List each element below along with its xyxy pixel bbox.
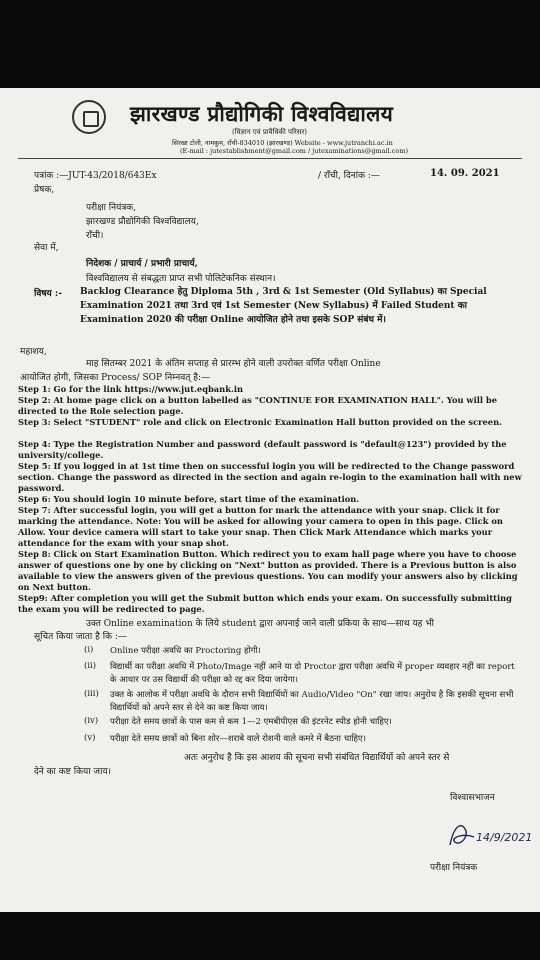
subject-line: Backlog Clearance हेतु Diploma 5th , 3rd & 1st Semester (Old Syllabus) का Special bbox=[80, 287, 487, 297]
salutation: महाशय, bbox=[20, 347, 47, 357]
point-number: (iii) bbox=[84, 689, 99, 699]
reference-number: पत्रांक :—JUT-43/2018/643Ex bbox=[34, 171, 157, 181]
recipient-line: निदेशक / प्राचार्य / प्रभारी प्राचार्य, bbox=[86, 259, 198, 269]
notice-line: सूचित किया जाता है कि :— bbox=[34, 632, 127, 642]
step-3: Step 3: Select "STUDENT" role and click on Electronic Examination Hall button provided on the screen. bbox=[18, 417, 502, 427]
svg-text:14/9/2021: 14/9/2021 bbox=[476, 831, 533, 844]
notice-line: उक्त Online examination के लिये student द्वारा अपनाई जाने वाली प्रकिया के साथ—साथ यह भी bbox=[86, 619, 434, 629]
intro-line: माह सितम्बर 2021 के अंतिम सप्ताह से प्रारम्भ होने वाली उपरोक्त वर्णित परीक्षा Online bbox=[86, 359, 381, 369]
step-5: Step 5: If you logged in at 1st time then on successful login you will be redirected to the Change password section. Change the password as directed in the section and again re-login to the examination hall with new password. bbox=[18, 461, 522, 493]
recipient-line: विश्वविद्यालय से संबद्धता प्राप्त सभी पोलिटेकनिक संस्थान। bbox=[86, 274, 276, 284]
point-number: (ii) bbox=[84, 661, 97, 671]
closing-line: अतः अनुरोध है कि इस आशय की सूचना सभी संबंधित विद्यार्थियों को अपने स्तर से bbox=[184, 753, 450, 763]
header-divider bbox=[18, 158, 522, 159]
university-name: झारखण्ड प्रौद्योगिकी विश्वविद्यालय bbox=[130, 101, 394, 126]
point-text: उक्त के आलोक में परीक्षा अवधि के दौरान सभी विद्यार्थियों का Audio/Video "On" रखा जाय। अनुरोध है कि इसकी सूचना सभी विद्यार्थियों को अपने स्तर से देने का कष्ट किया जाय। bbox=[110, 690, 514, 713]
designation: परीक्षा नियंत्रक bbox=[430, 863, 478, 873]
handwritten-signature bbox=[444, 815, 533, 855]
point-text: विद्यार्थी का परीक्षा अवधि में Photo/Image नहीं आने या दो Proctor द्वारा परीक्षा अवधि में proper व्यवहार नहीं का report के आधार पर उस विद्यार्थी की परीक्षा को रद्द कर दिया जायेगा। bbox=[110, 662, 515, 685]
sender-line: परीक्षा नियंत्रक, bbox=[86, 203, 137, 213]
university-seal-icon bbox=[72, 100, 106, 134]
point-number: (v) bbox=[84, 733, 96, 743]
step-6: Step 6: You should login 10 minute before, start time of the examination. bbox=[18, 494, 360, 504]
point-number: (i) bbox=[84, 645, 94, 655]
subject-line: Examination 2020 की परीक्षा Online आयोजित होने तथा इसके SOP संबंध में। bbox=[80, 315, 386, 325]
recipient-label: सेवा में, bbox=[34, 243, 59, 253]
closing-line: देने का कष्ट किया जाय। bbox=[34, 767, 112, 777]
yours-faithfully: विश्वासभाजन bbox=[450, 793, 495, 803]
sender-label: प्रेषक, bbox=[34, 185, 55, 195]
step-9: Step9: After completion you will get the Submit button which ends your exam. On successfully submitting the exam you will be redirected to page. bbox=[18, 593, 512, 614]
document-page bbox=[0, 88, 540, 912]
step-1: Step 1: Go for the link https://www.jut.eqbank.in bbox=[18, 384, 244, 394]
subject-label: विषय :- bbox=[34, 289, 62, 299]
step-4: Step 4: Type the Registration Number and password (default password is "default@123") provided by the university/college. bbox=[18, 439, 507, 460]
date-value: 14. 09. 2021 bbox=[430, 168, 500, 179]
step-8: Step 8: Click on Start Examination Button. Which redirect you to exam hall page where you have to choose answer of questions one by one by clicking on "Next" button as provided. There is a Previous button is also available to view the answers given of the previous questions. You can modify your answers also by clicking on Next button. bbox=[18, 549, 518, 592]
step-7: Step 7: After successful login, you will get a button for mark the attendance with your snap. Click it for marking the attendance. Note: You will be asked for allowing your camera to open in this page. Click on Allow. Your device camera will start to take your snap. Then Click Mark Attendance which marks your attendance for the exam with your snap shot. bbox=[18, 505, 503, 548]
date-label: / राँची, दिनांक :— bbox=[318, 171, 380, 181]
point-text: Online परीक्षा अवधि का Proctoring होगी। bbox=[110, 646, 261, 656]
subject-line: Examination 2021 तथा 3rd एवं 1st Semester (New Syllabus) में Failed Student का bbox=[80, 301, 467, 311]
point-number: (iv) bbox=[84, 716, 99, 726]
email-line: (E-mail : jutestablishment@gmail.com / jutexaminations@gmail.com) bbox=[180, 147, 409, 155]
address-line: सिरखा टोली, नामकुम, राँची-834010 (झारखण्ड) Website - www.jutranchi.ac.in bbox=[172, 139, 393, 147]
step-2: Step 2: At home page click on a button labelled as "CONTINUE FOR EXAMINATION HALL". You will be directed to the Role selection page. bbox=[18, 395, 498, 416]
intro-line: आयोजित होगी, जिसका Process/ SOP निम्नवत् है:— bbox=[20, 373, 211, 383]
point-text: परीक्षा देते समय छात्रों को बिना शोर—शराबे वाले रोशनी वाले कमरे में बैठना चाहिए। bbox=[110, 734, 366, 744]
department-line: (विज्ञान एवं प्रावैधिकी परिसर) bbox=[232, 128, 308, 136]
point-text: परीक्षा देते समय छात्रों के पास कम से कम 1—2 एमबीपीएस की इंटरनेट स्पीड होनी चाहिए। bbox=[110, 717, 392, 727]
sender-line: झारखण्ड प्रौद्योगिकी विश्वविद्यालय, bbox=[86, 217, 199, 227]
sender-line: राँची। bbox=[86, 231, 104, 241]
